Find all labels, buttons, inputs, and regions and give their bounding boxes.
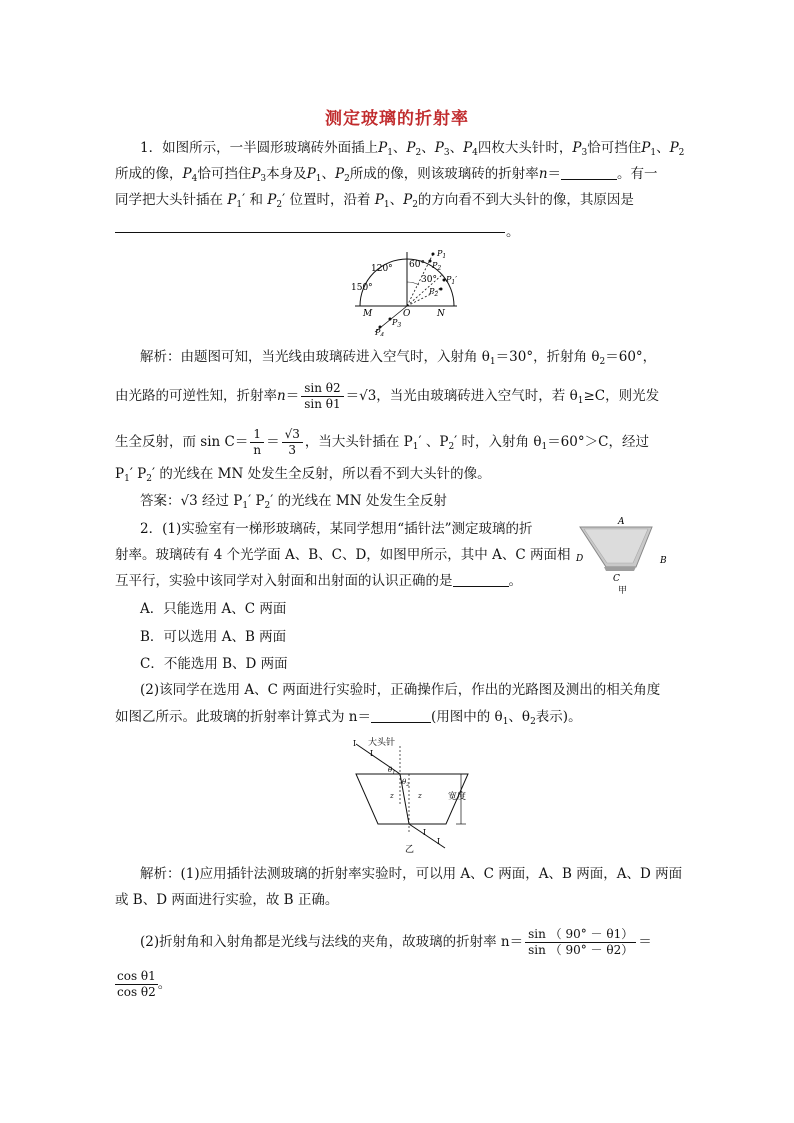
- sol2-line-2: 或 B、D 两面进行实验，故 B 正确。: [115, 892, 339, 908]
- fraction-cos: $\frac{\text{cos θ1}}{\text{cos θ2}}$: [117, 969, 156, 999]
- pin-mark-2: I: [370, 749, 374, 758]
- angle-30-label: 30°: [421, 275, 437, 285]
- label-p1: $P_1$: [437, 249, 447, 260]
- caption-yi: 乙: [405, 845, 415, 854]
- q1-line-1: 1．如图所示，一半圆形玻璃砖外面插上$P_1$、$P_2$、$P_3$、$P_4$四枚大头针时，$P_3$恰可挡住$P_1$、$P_2$: [140, 140, 685, 158]
- answer-1: 答案：√3 经过 $P_1'$ $P_2'$ 的光线在 MN 处发生全反射: [140, 493, 447, 511]
- sol1-line-4: $P_1'$ $P_2'$ 的光线在 MN 处发生全反射，所以看不到大头针的像。: [115, 466, 491, 484]
- q2-part2-line-1: (2)该同学在选用 A、C 两面进行实验时，正确操作后，作出的光路图及测出的相关角度: [140, 682, 661, 698]
- sol1-line-3: 生全反射，而 sin C＝ $\frac{1}{n}$ ＝ $\frac{√3}{3}$ ，当大头针插在 $P_1'$ 、$P_2'$ 时，入射角 $\theta_1=60^\circ>C$，经过: [115, 427, 649, 457]
- q2-part2-line-2: 如图乙所示。此玻璃的折射率计算式为 n＝ (用图中的 $\theta_1$、$\theta_2$表示)。: [115, 709, 582, 727]
- q1-line-3: 同学把大头针插在 $P_1'$ 和 $P_2'$ 位置时，沿着 $P_1$、$P_2$的方向看不到大头针的像，其原因是: [115, 192, 634, 210]
- label-p4: $P_4$: [375, 328, 385, 336]
- label-n: N: [437, 309, 445, 319]
- caption-jia: 甲: [618, 586, 628, 595]
- fraction-sin: $\frac{\text{sin θ2}}{\text{sin θ1}}$: [301, 381, 343, 412]
- label-c: C: [613, 574, 620, 584]
- q2-line-1: 2．(1)实验室有一梯形玻璃砖，某同学想用“插针法”测定玻璃的折: [140, 521, 533, 537]
- fraction-sin-90: $\frac{\sin ( 90^\circ - \theta 1)}{\sin ( 90^\circ - \theta 2)}$: [525, 927, 636, 958]
- trapezoid-glass-figure: [572, 515, 680, 595]
- semicircle-figure: [345, 244, 475, 336]
- width-label: 宽度: [448, 792, 467, 802]
- answer-blank-3: [453, 573, 509, 587]
- label-m: M: [363, 309, 373, 319]
- q1-line-4-end: 。: [506, 224, 520, 240]
- light-path-figure: [348, 734, 508, 854]
- angle-120-label: 120°: [371, 264, 393, 274]
- sol1-line-2: 由光路的可逆性知，折射率n＝ $\frac{\text{sin θ2}}{\text{sin θ1}}$ ＝√3，当光由玻璃砖进入空气时，若 $\theta_1\ge C$，则光发: [115, 381, 660, 411]
- label-p3: $P_3$: [392, 318, 402, 329]
- option-a: A．只能选用 A、C 两面: [140, 601, 287, 617]
- pin-mark-3: I: [423, 828, 427, 837]
- q1-line-2: 所成的像，$P_4$恰可挡住$P_3$本身及$P_1$、$P_2$所成的像，则该玻璃砖的折射率n＝ 。有一: [115, 166, 658, 184]
- glass-mark-1: z: [390, 792, 394, 800]
- sol2-line-1: 解析：(1)应用插针法测玻璃的折射率实验时，可以用 A、C 两面，A、B 两面，A、D 两面: [140, 866, 683, 882]
- option-c: C．不能选用 B、D 两面: [140, 656, 288, 672]
- answer-blank-4: [371, 709, 431, 723]
- label-b: B: [660, 556, 667, 566]
- theta1-label: $\theta_1$: [388, 766, 396, 776]
- pin-label: 大头针: [368, 738, 396, 748]
- label-a: A: [618, 517, 625, 527]
- page-title: 测定玻璃的折射率: [325, 109, 469, 129]
- label-p1-prime: $P_1'$: [446, 275, 458, 286]
- answer-blank-2: [115, 232, 505, 233]
- q2-line-2: 射率。玻璃砖有 4 个光学面 A、B、C、D，如图甲所示，其中 A、C 两面相: [115, 547, 571, 563]
- theta2-label: $\theta_2$: [402, 778, 410, 788]
- pin-mark-1: I: [353, 739, 357, 748]
- glass-mark-2: z: [418, 792, 422, 800]
- sol1-line-1: 解析：由题图可知，当光线由玻璃砖进入空气时，入射角 $\theta_1=30^\circ$，折射角 $\theta_2=60^\circ$，: [140, 349, 657, 367]
- pin-mark-4: I: [437, 837, 441, 846]
- option-b: B．可以选用 A、B 两面: [140, 629, 287, 645]
- sol2-line-4: $\frac{\text{cos θ1}}{\text{cos θ2}}$ 。: [117, 969, 172, 999]
- label-p2: $P_2$: [432, 261, 442, 272]
- q2-line-3: 互平行，实验中该同学对入射面和出射面的认识正确的是 。: [115, 573, 522, 589]
- angle-60-label: 60°: [409, 260, 425, 270]
- answer-blank-1: [561, 166, 617, 180]
- label-d: D: [576, 554, 584, 564]
- angle-150-label: 150°: [351, 283, 373, 293]
- sol2-line-3: (2)折射角和入射角都是光线与法线的夹角，故玻璃的折射率 n＝ $\frac{\sin ( 90^\circ - \theta 1)}{\sin ( 90^\circ - \theta 2)}$ ＝: [140, 927, 652, 957]
- label-p2-prime: $P_2'$: [429, 287, 441, 298]
- label-o: O: [403, 309, 411, 319]
